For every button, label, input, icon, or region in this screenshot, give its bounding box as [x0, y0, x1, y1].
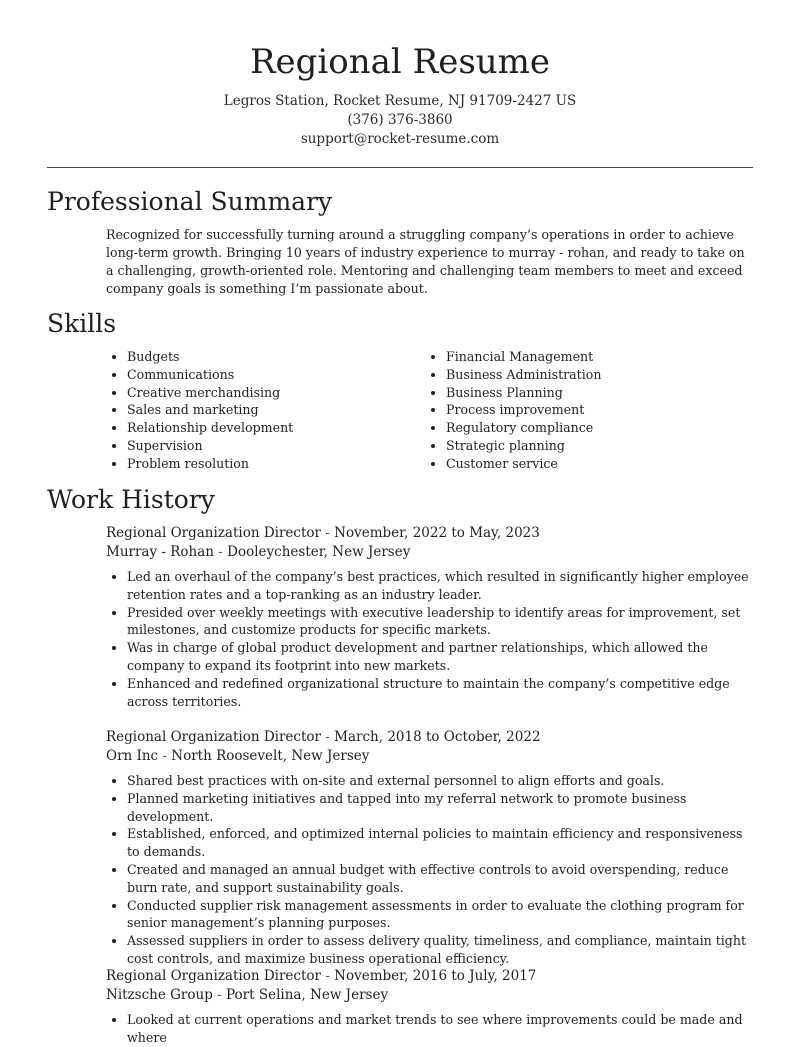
- resume-header: [0, 0, 800, 149]
- job-bullet: • Shared best practices with on-site and external personnel to align efforts and goals.: [127, 772, 756, 790]
- skills-heading: Skills: [47, 309, 117, 338]
- job-bullet: • Presided over weekly meetings with executive leadership to identify areas for improvement, set milestones, and customize products for specific markets.: [127, 604, 756, 640]
- summary-text: Recognized for successfully turning around a struggling company’s operations in order to achieve long-term growth. Bringing 10 years of industry experience to murray - rohan, and ready to take on a challenging, growth-oriented role. Mentoring and challenging team members to meet and exceed company goals is something I’m passionate about.: [106, 227, 745, 296]
- contact-info: [0, 92, 800, 149]
- job-bullet: • Planned marketing initiatives and tapped into my referral network to promote business development.: [127, 790, 756, 826]
- job-title: Regional Organization Director: [106, 729, 321, 745]
- email: support@rocket-resume.com: [300, 131, 500, 147]
- job-dates: March, 2018 to October, 2022: [334, 729, 541, 745]
- job-bullet: • Assessed suppliers in order to assess delivery quality, timeliness, and compliance, maintain tight cost controls, and maximize business operational efficiency.: [127, 932, 756, 968]
- work-history-heading: Work History: [47, 485, 215, 514]
- job-company: Orn Inc: [106, 748, 159, 764]
- job-title: Regional Organization Director: [106, 968, 321, 984]
- skill-item: • Supervision: [127, 437, 293, 455]
- job-bullet: • Created and managed an annual budget with effective controls to avoid overspending, reduce burn rate, and support sustainability goals.: [127, 861, 756, 897]
- skill-item: • Creative merchandising: [127, 384, 293, 402]
- job-title: Regional Organization Director: [106, 525, 321, 541]
- skill-item: • Communications: [127, 366, 293, 384]
- skill-item: • Business Administration: [446, 366, 601, 384]
- skills-list-left: [106, 348, 293, 473]
- job-entry: Regional Organization Director - November, 2022 to May, 2023 Murray - Rohan - Dooleychester, New Jersey • Led an overhaul of the company’s best practices, which resulted in significantly higher employee retention rates and a top-ranking as an industry leader. • Presided over weekly meetings with executive leadership to identify areas for improvement, set milestones, and customize products for specific markets. • Was in charge of global product development and partner relationships, which allowed the company to expand its footprint into new markets. • Enhanced and redefined organizational structure to maintain the company’s competitive edge across territories.: [106, 524, 756, 710]
- skill-item: • Strategic planning: [446, 437, 601, 455]
- job-bullet-list: [106, 568, 756, 710]
- job-bullet: • Looked at current operations and market trends to see where improvements could be made and where: [127, 1011, 756, 1047]
- job-bullet: • Was in charge of global product development and partner relationships, which allowed the company to expand its footprint into new markets.: [127, 639, 756, 675]
- skill-item: • Relationship development: [127, 419, 293, 437]
- header-divider: [47, 167, 753, 168]
- job-company: Murray - Rohan: [106, 544, 214, 560]
- job-bullet-list: [106, 772, 756, 968]
- job-entry: Regional Organization Director - November, 2016 to July, 2017 Nitzsche Group - Port Selina, New Jersey • Looked at current operations and market trends to see where improvements could be made and where: [106, 967, 756, 1047]
- job-bullet: • Established, enforced, and optimized internal policies to maintain efficiency and responsiveness to demands.: [127, 825, 756, 861]
- skill-item: • Sales and marketing: [127, 401, 293, 419]
- job-location: Dooleychester, New Jersey: [227, 544, 411, 560]
- skill-item: • Financial Management: [446, 348, 601, 366]
- phone: (376) 376-3860: [347, 112, 453, 128]
- skill-item: • Problem resolution: [127, 455, 293, 473]
- job-entry: Regional Organization Director - March, 2018 to October, 2022 Orn Inc - North Roosevelt, New Jersey • Shared best practices with on-site and external personnel to align efforts and goals. • Planned marketing initiatives and tapped into my referral network to promote business development. • Established, enforced, and optimized internal policies to maintain efficiency and responsiveness to demands. • Created and managed an annual budget with effective controls to avoid overspending, reduce burn rate, and support sustainability goals. • Conducted supplier risk management assessments in order to evaluate the clothing program for senior management’s planning purposes. • Assessed suppliers in order to assess delivery quality, timeliness, and compliance, maintain tight cost controls, and maximize business operational efficiency.: [106, 728, 756, 968]
- skill-item: • Budgets: [127, 348, 293, 366]
- job-location: Port Selina, New Jersey: [226, 987, 389, 1003]
- skill-item: • Regulatory compliance: [446, 419, 601, 437]
- job-company: Nitzsche Group: [106, 987, 213, 1003]
- job-bullet: • Enhanced and redefined organizational structure to maintain the company’s competitive edge across territories.: [127, 675, 756, 711]
- job-bullet: • Led an overhaul of the company’s best practices, which resulted in significantly higher employee retention rates and a top-ranking as an industry leader.: [127, 568, 756, 604]
- address: Legros Station, Rocket Resume, NJ 91709-2427 US: [223, 93, 577, 109]
- skills-list-right: [425, 348, 601, 473]
- summary-heading: Professional Summary: [47, 187, 333, 216]
- job-bullet: • Conducted supplier risk management assessments in order to evaluate the clothing program for senior management’s planning purposes.: [127, 897, 756, 933]
- skill-item: • Customer service: [446, 455, 601, 473]
- skill-item: • Business Planning: [446, 384, 601, 402]
- candidate-name: Regional Resume: [249, 42, 551, 82]
- job-bullet-list: [106, 1011, 756, 1047]
- skill-item: • Process improvement: [446, 401, 601, 419]
- job-dates: November, 2022 to May, 2023: [334, 525, 540, 541]
- job-dates: November, 2016 to July, 2017: [334, 968, 537, 984]
- job-location: North Roosevelt, New Jersey: [171, 748, 370, 764]
